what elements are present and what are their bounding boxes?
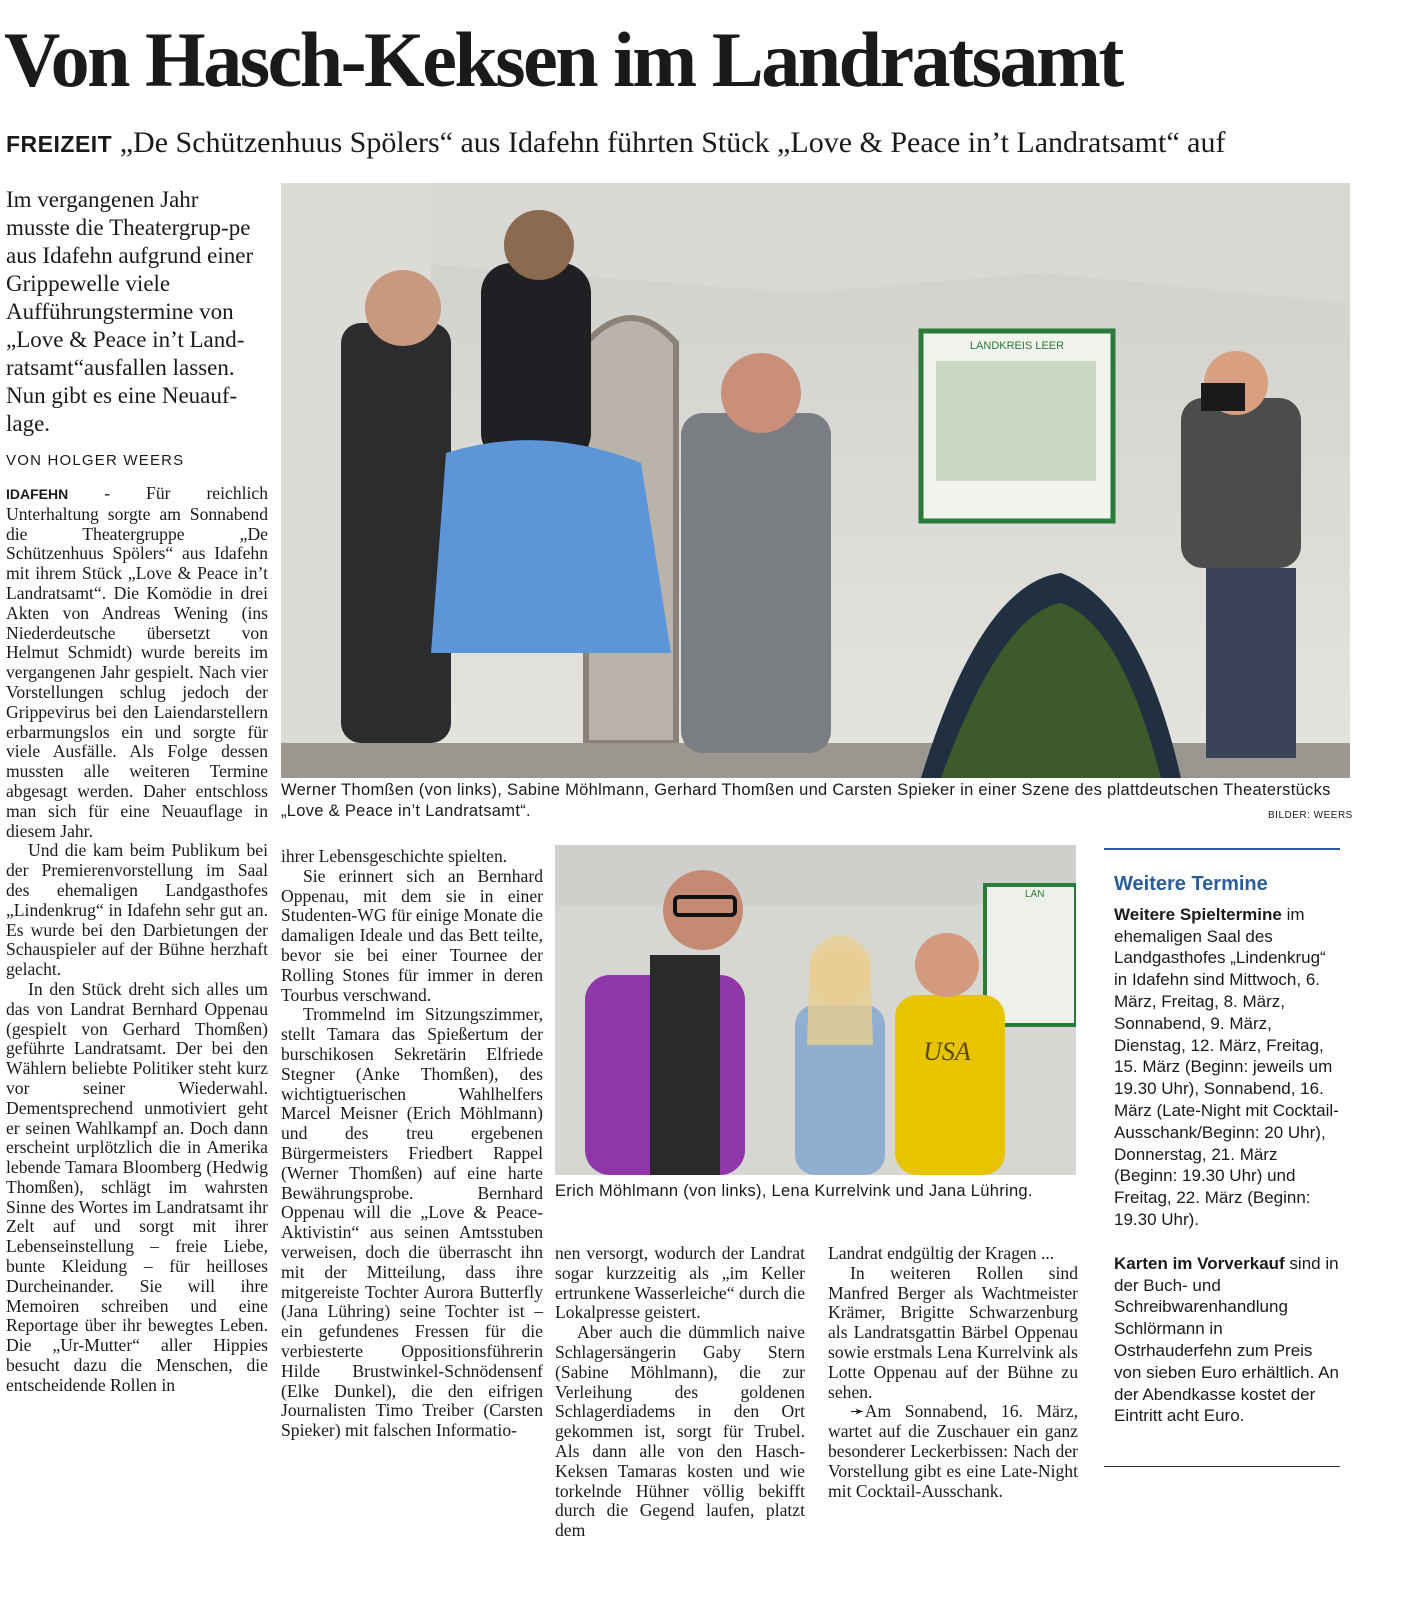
sidebar-end-rule [1104,1427,1340,1467]
sidebar-box [1104,848,1340,1467]
stage-photo-image [281,183,1350,778]
paragraph: Und die kam beim Publikum bei der Premierenvorstellung im Saal des ehemaligen Landgasthofes „Lindenkrug“ in Idafehn sehr gut an. Es wurde bei den Darbietungen der Schauspieler auf der Bühne herzhaft gelacht. [6,840,268,980]
kicker-label: FREIZEIT [6,131,113,157]
byline: VON HOLGER WEERS [6,452,185,469]
sidebar-title: Weitere Termine [1104,848,1340,904]
paragraph: In den Stück dreht sich alles um das von Landrat Bernhard Oppenau (gespielt von Gerhard Thomßen) geführte Landratsamt. Der bei den Wählern beliebte Politiker steht kurz vor seiner Wiederwahl. Dementsprechend unmotiviert geht er seinen Wahlkampf an. Doch dann erscheint urplötzlich die in Amerika lebende Tamara Bloomberg (Hedwig Thomßen), schlägt im wahrsten Sinne des Wortes im Landratsamt ihr Zelt auf und sorgt mit ihrer Lebenseinstellung – freie Liebe, bunte Kleidung – für heilloses Durcheinander. Sie will ihre Memoiren schreiben und eine Reportage über ihr bewegtes Leben. Die „Ur-Mutter“ aller Hippies besucht dazu die Menschen, die entscheidende Rollen in [6,978,268,1395]
subheadline-text: „De Schützenhuus Spölers“ aus Idafehn führten Stück „Love & Peace in’t Landratsamt“ auf [119,126,1226,159]
dateline: IDAFEHN [6,486,69,502]
stage-photo-second-image [555,845,1076,1175]
lead-paragraph: Im vergangenen Jahr musste die Theatergrup-pe aus Idafehn aufgrund einer Grippewelle viele Aufführungstermine von „Love & Peace in’t Land-ratsamt“ausfallen lassen. Nun gibt es eine Neuauf-lage. [6,187,254,436]
paragraph: IDAFEHN - Für reichlich Unterhaltung sorgte am Sonnabend die Theatergruppe „De Schützenhuus Spölers“ aus Idafehn mit ihrem Stück „Love & Peace in’t Landratsamt“. Die Komödie in drei Akten von Andreas Wening (ins Niederdeutsche übersetzt von Helmut Schmidt) wurde bereits im vergangenen Jahr gespielt. Nach vier Vorstellungen schlug jedoch der Grippevirus bei den Laiendarstellern erbarmungslos ein und sorgte für viele Ausfälle. Als Folge dessen mussten alle weiteren Termine abgesagt werden. Daher entschloss man sich für eine Neuauflage in diesem Jahr. [6,483,268,841]
paragraph: Trommelnd im Sitzungszimmer, stellt Tamara das Spießertum der burschikosen Sekretärin Elfriede Stegner (Anke Thomßen), des wichtigtuerischen Wahlhelfers Marcel Meisner (Erich Möhlmann) und des treu ergebenen Bürgermeisters Friedbert Rappel (Werner Thomßen) auf eine harte Bewährungsprobe. Bernhard Oppenau will die „Love & Peace-Aktivistin“ aus seinen Amtsstuben verweisen, doch die überrascht ihn mit der Mitteilung, dass ihre mitgereiste Tochter Aurora Butterfly (Jana Lühring) seine Tochter ist – ein gefundenes Fressen für die verbiesterte Oppositionsführerin Hilde Brustwinkel-Schnödensenf (Elke Dunkel), die den eifrigen Journalisten Timo Treiber (Carsten Spieker) mit falschen Informatio- [281,1004,543,1441]
map-title: LANDKREIS LEER [969,340,1065,352]
article-column-4 [828,1244,1078,1501]
sidebar-tickets: Karten im Vorverkauf sind in der Buch- und Schreibwarenhandlung Schlörmann in Ostrhauderfehn zum Preis von sieben Euro erhältlich. An der Abendkasse kostet der Eintritt acht Euro. [1114,1253,1339,1426]
stage-photo-second [555,845,1076,1175]
headline: Von Hasch-Keksen im Landratsamt [4,16,1122,103]
article-column-3 [555,1244,805,1541]
paragraph: Landrat endgültig der Kragen ... [828,1243,1055,1263]
shirt-print: USA [923,1037,971,1066]
article-column-2 [281,847,543,1441]
paragraph: Sie erinnert sich an Bernhard Oppenau, mit dem sie in einer Studenten-WG für einige Monate die damaligen Ideale und das Bett teilte, bevor sie bei einer Tournee der Rolling Stones für immer in deren Tourbus verschwand. [281,865,543,1005]
sidebar-body [1104,904,1340,1427]
map-title: LAN [1025,889,1045,900]
paragraph: In weiteren Rollen sind Manfred Berger als Wachtmeister Krämer, Brigitte Schwarzenburg als Landratsgattin Bärbel Oppenau sowie erstmals Lena Kurrelvink als Lotte Oppenau auf der Bühne zu sehen. [828,1262,1078,1402]
photo-credit: BILDER: WEERS [1268,810,1353,821]
paragraph: nen versorgt, wodurch der Landrat sogar kurzzeitig als „im Keller ertrunkene Wasserleiche“ durch die Lokalpresse geistert. [555,1243,805,1323]
paragraph: Aber auch die dümmlich naive Schlagersängerin Gaby Stern (Sabine Möhlmann), die zur Verleihung des goldenen Schlagerdiadems in den Ort gekommen ist, sorgt für Trubel. Als dann alle von den Hasch-Keksen Tamaras kosten und wie torkelnde Hühner völlig bekifft durch die Gegend laufen, platzt dem [555,1322,805,1541]
paragraph: ihrer Lebensgeschichte spielten. [281,846,508,866]
subheadline [6,124,1396,163]
photo-caption-main: Werner Thomßen (von links), Sabine Möhlmann, Gerhard Thomßen und Carsten Spieker in einer Szene des plattdeutschen Theaterstücks „Love & Peace in’t Landratsamt“. [281,781,1331,820]
paragraph: ➛Am Sonnabend, 16. März, wartet auf die Zuschauer ein ganz besonderer Leckerbissen: Nach der Vorstellung gibt es eine Late-Night mit Cocktail-Ausschank. [828,1401,1078,1501]
article-column-1 [6,484,268,1396]
sidebar-dates: Weitere Spieltermine im ehemaligen Saal des Landgasthofes „Lindenkrug“ in Idafehn sind Mittwoch, 6. März, Freitag, 8. März, Sonnabend, 9. März, Dienstag, 12. März, Freitag, 15. März (Beginn: jeweils um 19.30 Uhr), Sonnabend, 16. März (Late-Night mit Cocktail-Ausschank/Beginn: 20 Uhr), Donnerstag, 21. März (Beginn: 19.30 Uhr) und Freitag, 22. März (Beginn: 19.30 Uhr). [1114,904,1339,1229]
stage-photo-main [281,183,1350,778]
photo-caption-second: Erich Möhlmann (von links), Lena Kurrelvink und Jana Lühring. [555,1182,1033,1200]
